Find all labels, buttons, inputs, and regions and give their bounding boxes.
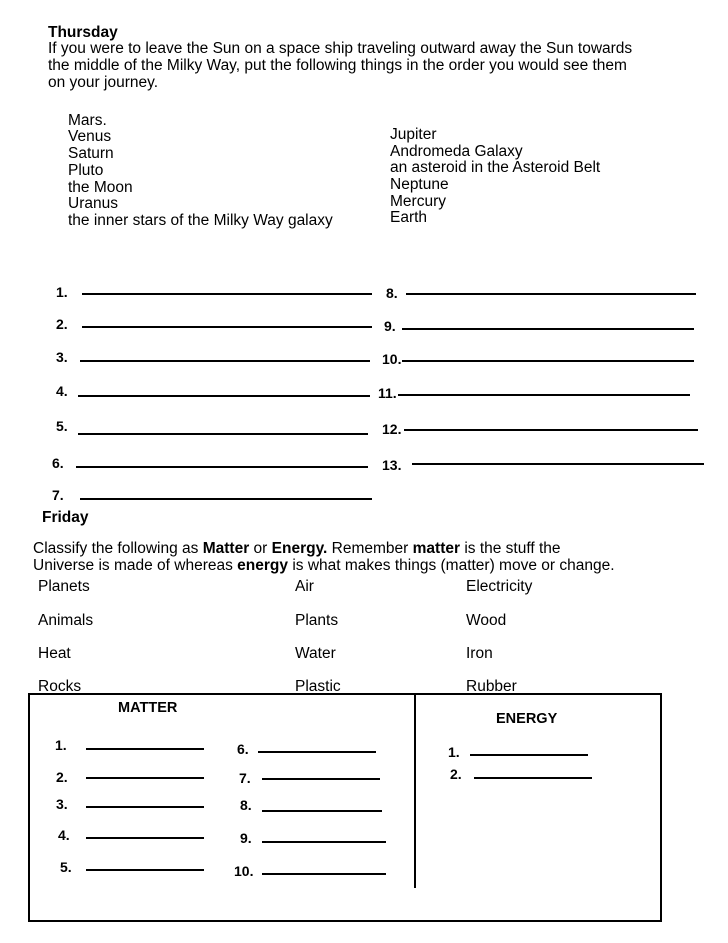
answer-number: 3. — [56, 349, 68, 365]
classify-item: Rocks — [38, 678, 82, 695]
item-left: Mars. — [68, 112, 107, 129]
item-left: the Moon — [68, 179, 133, 196]
classify-item: Plastic — [295, 678, 341, 695]
classify-item: Plants — [295, 612, 339, 629]
classify-item: Electricity — [466, 578, 533, 595]
item-right: Jupiter — [390, 126, 437, 143]
classify-item: Heat — [38, 645, 71, 662]
matter-number: 2. — [56, 769, 68, 785]
answer-line[interactable] — [402, 328, 694, 330]
item-left: the inner stars of the Milky Way galaxy — [68, 212, 333, 229]
classify-item: Planets — [38, 578, 90, 595]
answer-number: 9. — [384, 318, 396, 334]
matter-number: 9. — [240, 830, 252, 846]
thursday-heading: Thursday — [48, 24, 118, 41]
classify-item: Wood — [466, 612, 507, 629]
friday-intro-line-1: Classify the following as Matter or Energy. Remember matter is the stuff the — [33, 540, 561, 557]
matter-number: 8. — [240, 797, 252, 813]
answer-line[interactable] — [398, 394, 690, 396]
classify-item: Animals — [38, 612, 94, 629]
item-left: Pluto — [68, 162, 104, 179]
matter-line[interactable] — [86, 777, 204, 779]
matter-number: 7. — [239, 770, 251, 786]
matter-line[interactable] — [258, 751, 376, 753]
answer-line[interactable] — [404, 429, 698, 431]
answer-number: 6. — [52, 455, 64, 471]
matter-number: 1. — [55, 737, 67, 753]
matter-number: 6. — [237, 741, 249, 757]
answer-number: 8. — [386, 285, 398, 301]
item-left: Saturn — [68, 145, 114, 162]
energy-title: ENERGY — [496, 711, 558, 727]
box-divider — [414, 695, 416, 888]
answer-line[interactable] — [402, 360, 694, 362]
answer-line[interactable] — [412, 463, 704, 465]
matter-title: MATTER — [118, 700, 178, 716]
energy-number: 2. — [450, 766, 462, 782]
answer-number: 5. — [56, 418, 68, 434]
matter-line[interactable] — [262, 778, 380, 780]
classify-item: Air — [295, 578, 314, 595]
answer-line[interactable] — [82, 293, 372, 295]
matter-line[interactable] — [86, 748, 204, 750]
answer-number: 10. — [382, 351, 402, 367]
answer-number: 2. — [56, 316, 68, 332]
answer-number: 11. — [378, 385, 397, 401]
classify-item: Water — [295, 645, 336, 662]
matter-line[interactable] — [262, 873, 386, 875]
energy-line[interactable] — [474, 777, 592, 779]
friday-heading: Friday — [42, 509, 89, 526]
answer-line[interactable] — [80, 498, 372, 500]
classify-item: Rubber — [466, 678, 517, 695]
thursday-intro-line-1: If you were to leave the Sun on a space ship traveling outward away the Sun towards — [48, 40, 633, 57]
energy-line[interactable] — [470, 754, 588, 756]
answer-line[interactable] — [78, 433, 368, 435]
matter-line[interactable] — [86, 837, 204, 839]
answer-number: 7. — [52, 487, 64, 503]
item-right: Andromeda Galaxy — [390, 143, 523, 160]
answer-number: 12. — [382, 421, 402, 437]
matter-line[interactable] — [262, 810, 382, 812]
matter-number: 4. — [58, 827, 70, 843]
answer-line[interactable] — [78, 395, 370, 397]
answer-line[interactable] — [80, 360, 370, 362]
thursday-intro-line-3: on your journey. — [48, 74, 158, 91]
answer-number: 1. — [56, 284, 68, 300]
matter-line[interactable] — [86, 806, 204, 808]
item-left: Uranus — [68, 195, 118, 212]
item-right: Neptune — [390, 176, 449, 193]
answer-number: 13. — [382, 457, 402, 473]
answer-number: 4. — [56, 383, 68, 399]
matter-line[interactable] — [262, 841, 386, 843]
matter-line[interactable] — [86, 869, 204, 871]
answer-line[interactable] — [76, 466, 368, 468]
item-right: Mercury — [390, 193, 446, 210]
item-left: Venus — [68, 128, 112, 145]
thursday-intro-line-2: the middle of the Milky Way, put the following things in the order you would see them — [48, 57, 627, 74]
matter-number: 5. — [60, 859, 72, 875]
friday-intro-line-2: Universe is made of whereas energy is what makes things (matter) move or change. — [33, 557, 615, 574]
answer-line[interactable] — [406, 293, 696, 295]
matter-number: 10. — [234, 863, 254, 879]
classify-item: Iron — [466, 645, 493, 662]
answer-line[interactable] — [82, 326, 372, 328]
matter-number: 3. — [56, 796, 68, 812]
item-right: an asteroid in the Asteroid Belt — [390, 159, 601, 176]
item-right: Earth — [390, 209, 428, 226]
energy-number: 1. — [448, 744, 460, 760]
